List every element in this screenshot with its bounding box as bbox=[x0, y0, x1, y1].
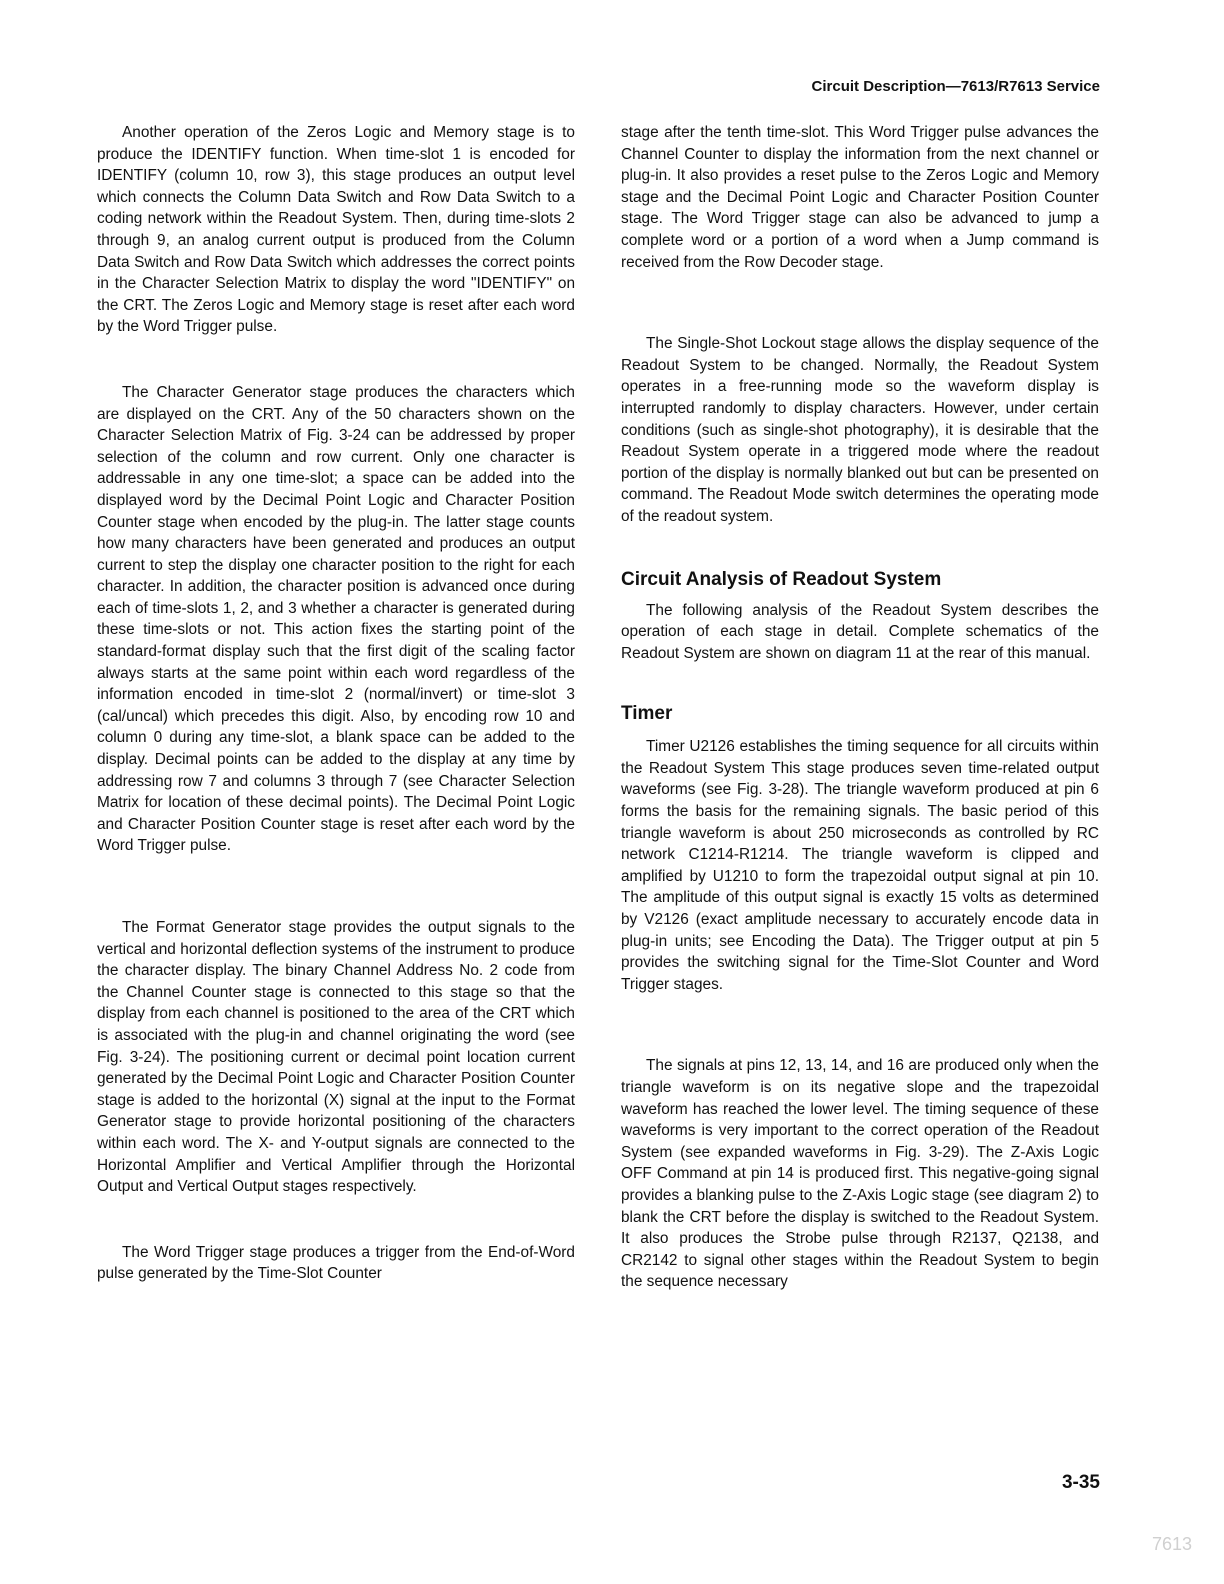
paragraph-word-trigger-cont: stage after the tenth time-slot. This Word Trigger pulse advances the Channel Counter to display the information from the next channel or plug-in. It also provides a reset pulse to the Zeros Logic and Memory stage and the Decimal Point Logic and Character Position Counter stage. The Word Trigger stage can also be advanced to jump a complete word or a portion of a word when a Jump command is received from the Row Decoder stage. bbox=[621, 124, 1099, 271]
paragraph-timer: Timer U2126 establishes the timing sequence for all circuits within the Readout System This stage produces seven time-related output waveforms (see Fig. 3-28). The triangle waveform produced at pin 6 forms the basis for the remaining signals. The basic period of this triangle waveform is about 250 microseconds as controlled by RC network C1214-R1214. The triangle waveform is clipped and amplified by U1210 to form the trapezoidal output signal at pin 10. The amplitude of this output signal is exactly 15 volts as determined by V2126 (exact amplitude necessary to accurately encode data in plug-in units; see Encoding the Data). The Trigger output at pin 5 provides the switching signal for the Time-Slot Counter and Word Trigger stages. bbox=[621, 738, 1099, 993]
heading-circuit-analysis: Circuit Analysis of Readout System bbox=[621, 568, 942, 590]
paragraph-signals: The signals at pins 12, 13, 14, and 16 are produced only when the triangle waveform is on its negative slope and the trapezoidal waveform has reached the lower level. The timing sequence of these waveforms is very important to the correct operation of the Readout System (see expanded waveforms in Fig. 3-29). The Z-Axis Logic OFF Command at pin 14 is produced first. This negative-going signal provides a blanking pulse to the Z-Axis Logic stage (see diagram 2) to blank the CRT before the display is switched to the Readout System. It also produces the Strobe pulse through R2137, Q2138, and CR2142 to signal other stages within the Readout System to begin the sequence necessary bbox=[621, 1057, 1099, 1291]
right-column bbox=[621, 122, 1099, 1293]
paragraph-identify: Another operation of the Zeros Logic and Memory stage is to produce the IDENTIFY function. When time-slot 1 is encoded for IDENTIFY (column 10, row 3), this stage produces an output level which connects the Column Data Switch and Row Data Switch to a coding network within the Readout System. Then, during time-slots 2 through 9, an analog current output is produced from the Column Data Switch and Row Data Switch which addresses the correct points in the Character Selection Matrix to display the word "IDENTIFY" on the CRT. The Zeros Logic and Memory stage is reset after each word by the Word Trigger pulse. bbox=[97, 124, 575, 336]
paragraph-format-generator: The Format Generator stage provides the output signals to the vertical and horizontal deflection systems of the instrument to produce the character display. The binary Channel Address No. 2 code from the Channel Counter stage is connected to this stage so that the display from each channel is positioned to the area of the CRT which is associated with the plug-in and channel originating the word (see Fig. 3-24). The positioning current or decimal point location current generated by the Decimal Point Logic and Character Position Counter stage is added to the horizontal (X) signal at the input to the Format Generator stage to provide horizontal positioning of the characters within each word. The X- and Y-output signals are connected to the Horizontal Amplifier and Vertical Amplifier through the Horizontal Output and Vertical Output stages respectively. bbox=[97, 919, 575, 1196]
left-column bbox=[97, 122, 575, 1285]
page-number: 3-35 bbox=[1061, 1472, 1100, 1493]
heading-timer: Timer bbox=[621, 703, 673, 725]
paragraph-single-shot: The Single-Shot Lockout stage allows the display sequence of the Readout System to be changed. Normally, the Readout System operates in a free-running mode so the waveform display is interrupted randomly to display characters. However, under certain conditions (such as single-shot photography), it is desirable that the Readout System operate in a triggered mode where the readout portion of the display is normally blanked out but can be presented on command. The Readout Mode switch determines the operating mode of the readout system. bbox=[621, 335, 1099, 525]
watermark: 7613 bbox=[1151, 1534, 1192, 1554]
paragraph-analysis: The following analysis of the Readout System describes the operation of each stage in detail. Complete schematics of the Readout System are shown on diagram 11 at the rear of this manual. bbox=[621, 601, 1099, 662]
paragraph-character-generator: The Character Generator stage produces the characters which are displayed on the CRT. Any of the 50 characters shown on the Character Selection Matrix of Fig. 3-24 can be addressed by proper selection of the column and row current. Only one character is addressable in any one time-slot; a space can be added into the displayed word by the Decimal Point Logic and Character Position Counter stage when encoded by the plug-in. The latter stage counts how many characters have been generated and produces an output current to step the display one character position to the right for each character. In addition, the character position is advanced once during each of time-slots 1, 2, and 3 whether a character is generated during these time-slots or not. This action fixes the starting point of the standard-format display such that the first digit of the scaling factor always starts at the same point within each word regardless of the information encoded in time-slot 2 (normal/invert) or time-slot 3 (cal/uncal) which precedes this digit. Also, by encoding row 10 and column 0 during any time-slot, a blank space can be added to the display. Decimal points can be added to the display at any time by addressing row 7 and columns 3 through 7 (see Character Selection Matrix for location of these decimal points). The Decimal Point Logic and Character Position Counter stage is reset after each word by the Word Trigger pulse. bbox=[97, 383, 575, 855]
running-header: Circuit Description—7613/R7613 Service bbox=[811, 78, 1100, 95]
paragraph-word-trigger: The Word Trigger stage produces a trigger from the End-of-Word pulse generated by the Time-Slot Counter bbox=[97, 1243, 575, 1283]
